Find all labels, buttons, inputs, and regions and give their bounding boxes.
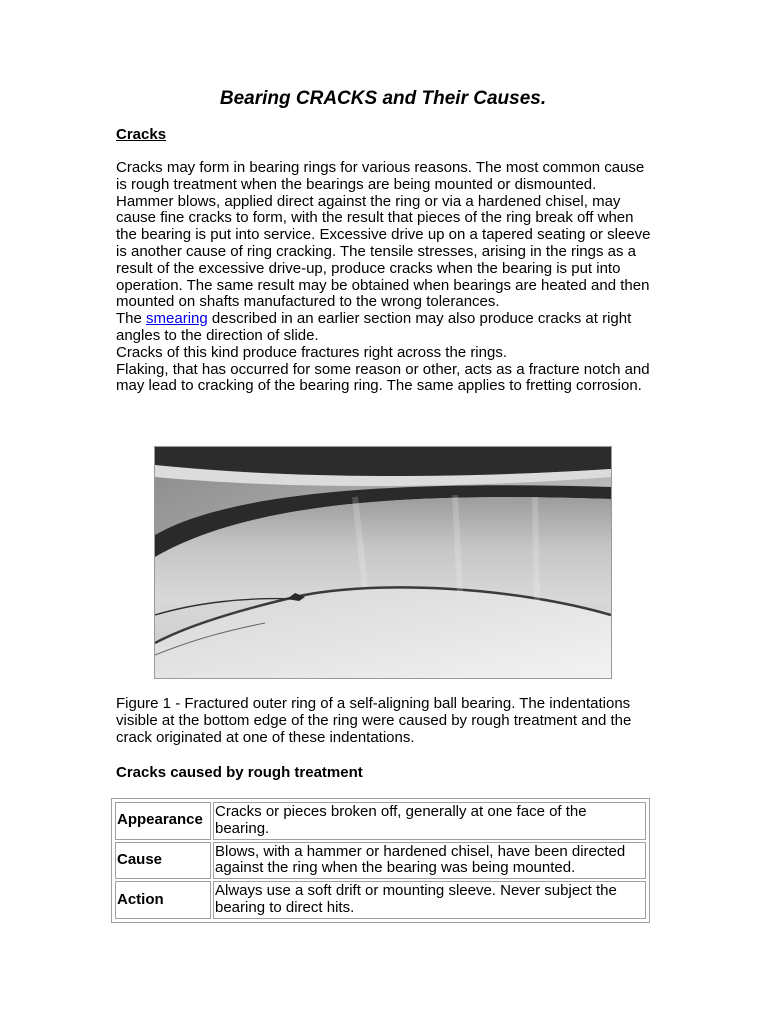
table-row-label: Cause <box>115 842 211 880</box>
bearing-ring-photo <box>154 446 612 679</box>
paragraph-2-end: described in an earlier section may also produce cracks at right angles to the direction of slide. <box>116 310 632 344</box>
table-row <box>115 842 646 880</box>
figure-caption: Figure 1 - Fractured outer ring of a self-aligning ball bearing. The indentations visible at the bottom edge of the ring were caused by rough treatment and the crack originated at one of these indentations. <box>116 695 632 746</box>
table-row-text: Blows, with a hammer or hardened chisel, have been directed against the ring when the bearing was being mounted. <box>213 842 646 880</box>
table-row <box>115 881 646 919</box>
paragraph-1: Cracks may form in bearing rings for various reasons. The most common cause is rough treatment when the bearings are being mounted or dismounted. Hammer blows, applied direct against the ring or via a hardened chisel, may cause fine cracks to form, with the result that pieces of the ring break off when the bearing is put into service. Excessive drive up on a tapered seating or sleeve is another cause of ring cracking. The tensile stresses, arising in the rings as a result of the excessive drive-up, produce cracks when the bearing is put into operation. The same result may be obtained when bearings are heated and then mounted on shafts manufactured to the wrong tolerances. <box>116 159 651 311</box>
body-text <box>116 160 652 395</box>
table-row-label: Action <box>115 881 211 919</box>
table-row-text: Cracks or pieces broken off, generally at one face of the bearing. <box>213 802 646 840</box>
rough-treatment-table <box>111 798 650 923</box>
table-row-label: Appearance <box>115 802 211 840</box>
bearing-ring-photo-image <box>155 447 611 678</box>
table-row-text: Always use a soft drift or mounting sleeve. Never subject the bearing to direct hits. <box>213 881 646 919</box>
paragraph-2 <box>116 311 652 345</box>
section-heading-cracks: Cracks <box>116 126 167 143</box>
smearing-link[interactable]: smearing <box>146 310 208 328</box>
paragraph-2-start: The <box>116 310 147 328</box>
subheading-rough-treatment: Cracks caused by rough treatment <box>116 764 363 781</box>
paragraph-3: Cracks of this kind produce fractures right across the rings. <box>116 343 507 361</box>
table-row <box>115 802 646 840</box>
paragraph-4: Flaking, that has occurred for some reason or other, acts as a fracture notch and may lead to cracking of the bearing ring. The same applies to fretting corrosion. <box>116 360 650 395</box>
page-title: Bearing CRACKS and Their Causes. <box>219 88 547 109</box>
